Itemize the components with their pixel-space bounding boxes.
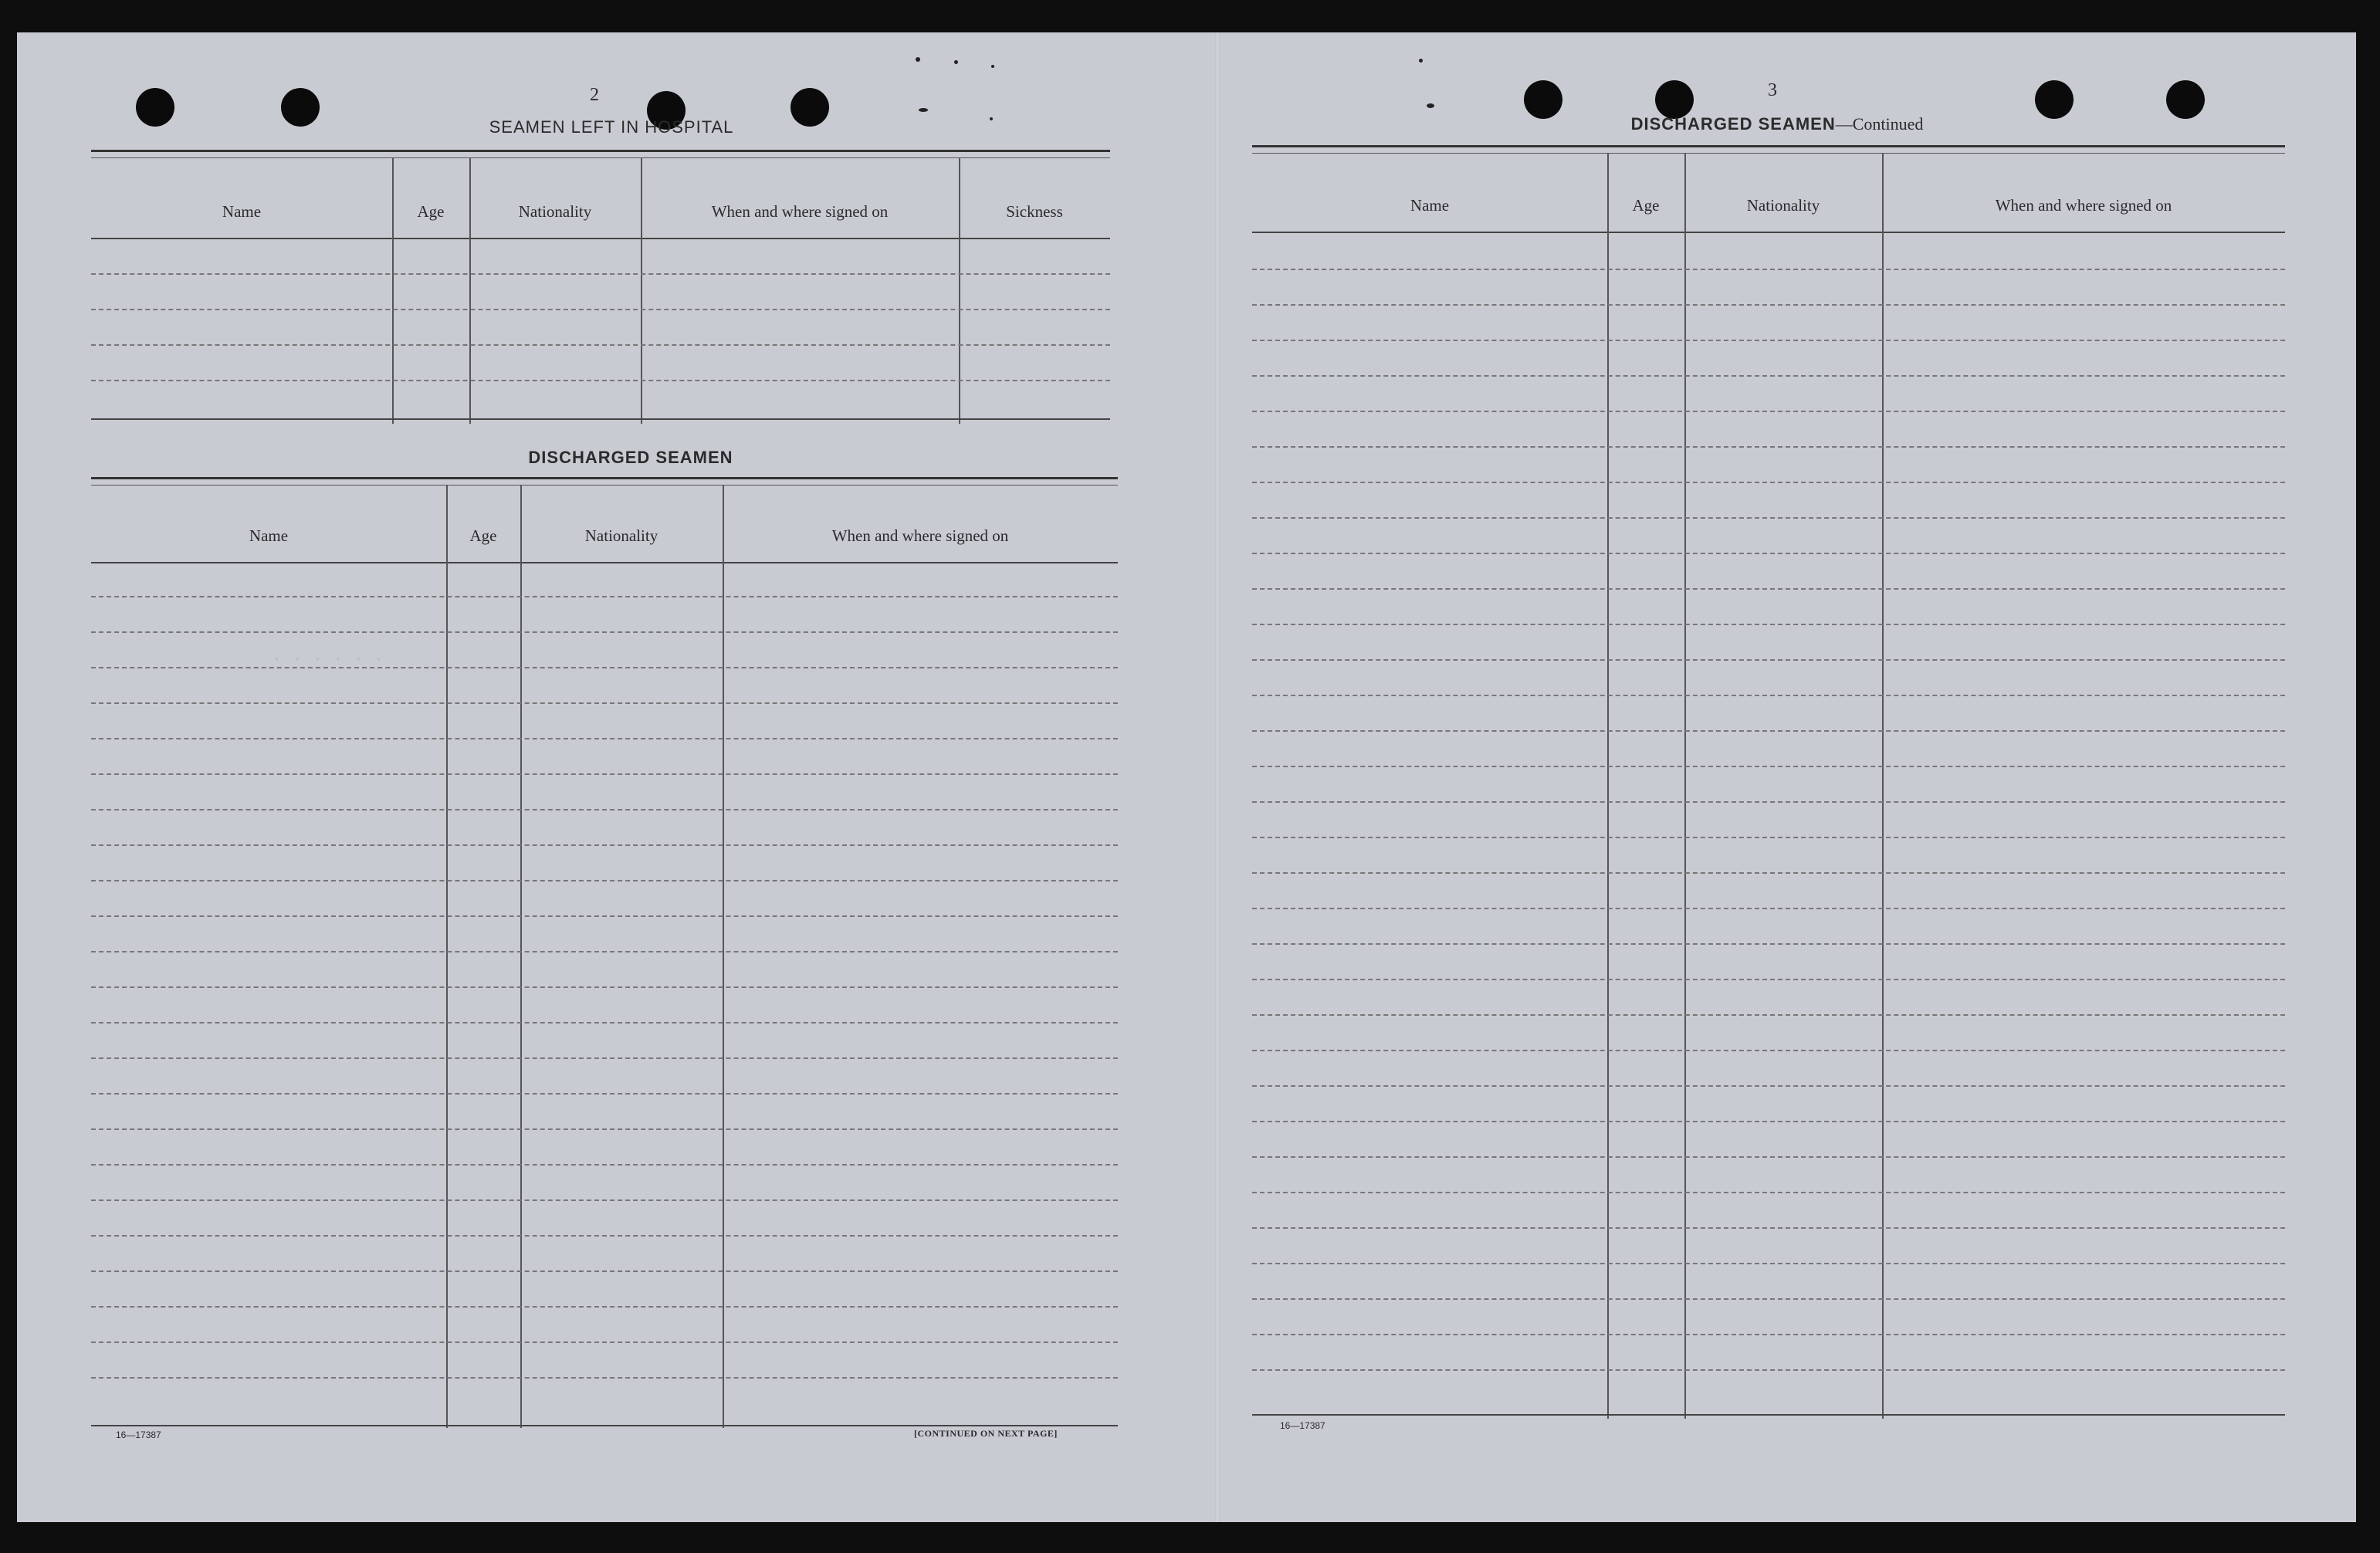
table-row (1252, 908, 2285, 909)
column-divider (520, 485, 522, 1428)
column-header-signed-on: When and where signed on (831, 526, 1009, 545)
column-header-sickness: Sickness (1006, 202, 1063, 221)
show-through-marks: · · · · · · (349, 1121, 462, 1140)
section-title (1545, 114, 2009, 134)
table-row (1252, 837, 2285, 838)
ink-speck (1427, 103, 1434, 108)
table-row (91, 273, 1110, 275)
table-row (91, 1022, 1118, 1023)
section-title-main: DISCHARGED SEAMEN (1630, 114, 1836, 134)
table-row (1252, 872, 2285, 874)
table-row (91, 667, 1118, 668)
ink-speck (954, 60, 958, 64)
table-row (91, 1164, 1118, 1166)
column-header-nationality: Nationality (584, 526, 658, 545)
table-row (91, 344, 1110, 346)
table-row (91, 1377, 1118, 1379)
table-row (1252, 695, 2285, 696)
punch-hole (2035, 80, 2074, 119)
column-header-name: Name (249, 526, 289, 545)
table-row (1252, 375, 2285, 377)
column-divider (446, 485, 448, 1428)
table-row (91, 1128, 1118, 1130)
table-row (1252, 659, 2285, 661)
column-header-name: Name (222, 202, 262, 221)
table-top-rule (91, 150, 1110, 158)
table-row (91, 596, 1118, 597)
ink-speck (916, 57, 920, 62)
table-row (1252, 340, 2285, 341)
table-row (1252, 482, 2285, 483)
form-code: 16—17387 (1280, 1420, 1325, 1431)
table-row (1252, 588, 2285, 590)
column-divider (1882, 153, 1884, 1419)
ink-speck (991, 65, 994, 68)
table-row (91, 1093, 1118, 1095)
column-header-signed-on: When and where signed on (711, 202, 889, 221)
document-sheet (17, 32, 2356, 1522)
table-row (91, 1235, 1118, 1237)
table-row (91, 773, 1118, 775)
table-row (1252, 979, 2285, 980)
table-top-rule (91, 477, 1118, 486)
table-row (91, 1057, 1118, 1059)
column-divider (1684, 153, 1686, 1419)
table-row (91, 631, 1118, 633)
column-header-age: Age (469, 526, 497, 545)
continued-note: [CONTINUED ON NEXT PAGE] (914, 1428, 1058, 1439)
table-row (1252, 1334, 2285, 1335)
punch-hole (1524, 80, 1562, 119)
form-code: 16—17387 (116, 1430, 161, 1440)
table-row (1252, 766, 2285, 767)
table-row (91, 880, 1118, 881)
table-row (1252, 801, 2285, 803)
table-row (1252, 1369, 2285, 1371)
table-row (91, 1306, 1118, 1308)
header-rule (91, 238, 1110, 239)
column-divider (1607, 153, 1609, 1419)
column-divider (641, 157, 642, 424)
table-row (1252, 730, 2285, 732)
table-row (1252, 1263, 2285, 1264)
ink-speck (919, 108, 928, 112)
table-top-rule (1252, 145, 2285, 154)
table-row (91, 702, 1118, 704)
discharged-continued-table (1252, 145, 2285, 1450)
table-row (91, 951, 1118, 952)
column-divider (392, 157, 394, 424)
center-fold (1215, 32, 1220, 1522)
table-bottom-rule (91, 1425, 1118, 1426)
table-row (1252, 1014, 2285, 1016)
column-divider (723, 485, 724, 1428)
table-row (1252, 446, 2285, 448)
section-title: DISCHARGED SEAMEN (528, 448, 733, 467)
column-header-name: Name (1410, 196, 1450, 215)
show-through-marks: · · · · · · (272, 650, 384, 669)
ink-speck (990, 117, 993, 120)
table-row (91, 309, 1110, 310)
table-row (91, 1199, 1118, 1201)
hospital-table (91, 150, 1110, 466)
column-header-nationality: Nationality (1746, 196, 1820, 215)
table-bottom-rule (91, 418, 1110, 420)
table-row (1252, 943, 2285, 945)
table-row (1252, 411, 2285, 412)
table-row (1252, 269, 2285, 270)
table-row (1252, 624, 2285, 625)
table-row (1252, 1121, 2285, 1122)
column-header-nationality: Nationality (518, 202, 592, 221)
table-row (1252, 1156, 2285, 1158)
discharged-table (91, 477, 1118, 1457)
table-row (1252, 517, 2285, 519)
punch-hole (1655, 80, 1694, 119)
punch-hole (2166, 80, 2205, 119)
punch-hole (281, 88, 320, 127)
table-row (1252, 553, 2285, 554)
column-header-age: Age (1632, 196, 1660, 215)
table-row (1252, 304, 2285, 306)
table-row (1252, 1192, 2285, 1193)
table-bottom-rule (1252, 1414, 2285, 1416)
table-row (91, 1270, 1118, 1272)
page-number: 3 (1768, 80, 1777, 100)
table-row (91, 809, 1118, 810)
table-row (1252, 1085, 2285, 1087)
section-title: SEAMEN LEFT IN HOSPITAL (489, 117, 734, 137)
table-row (1252, 1227, 2285, 1229)
header-rule (91, 562, 1118, 563)
table-row (1252, 1298, 2285, 1300)
ink-speck (1419, 59, 1423, 63)
header-rule (1252, 232, 2285, 233)
table-row (1252, 1050, 2285, 1051)
page-number: 2 (590, 85, 599, 105)
column-divider (959, 157, 960, 424)
table-row (91, 738, 1118, 739)
punch-hole (136, 88, 174, 127)
column-divider (469, 157, 471, 424)
column-header-age: Age (417, 202, 445, 221)
table-row (91, 986, 1118, 988)
table-row (91, 844, 1118, 846)
table-row (91, 915, 1118, 917)
table-row (91, 1342, 1118, 1343)
table-row (91, 380, 1110, 381)
section-title-suffix: —Continued (1835, 114, 1924, 134)
column-header-signed-on: When and where signed on (1995, 196, 2172, 215)
